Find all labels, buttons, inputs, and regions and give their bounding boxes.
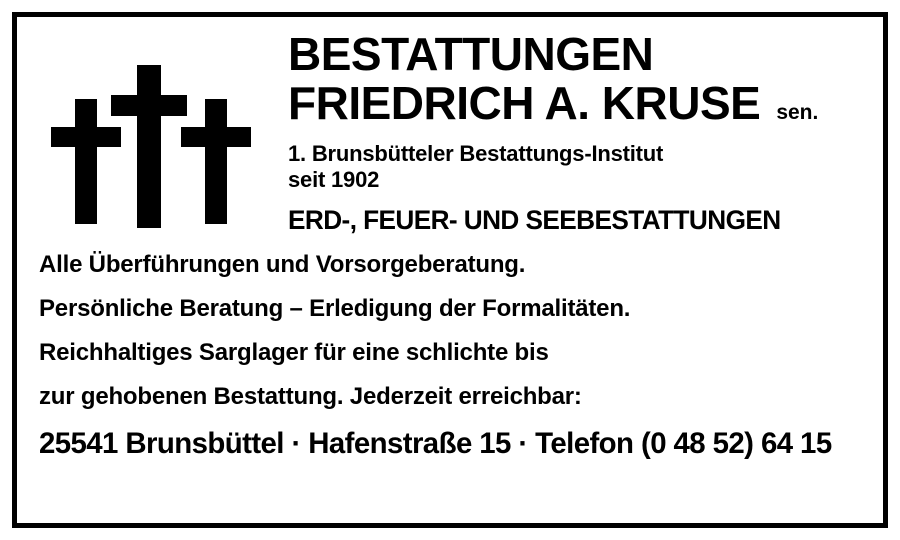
subtitle-line-1: 1. Brunsbütteler Bestattungs-Institut	[288, 140, 664, 166]
cross-horizontal	[181, 127, 251, 147]
subtitle-line-2: seit 1902	[288, 167, 380, 193]
cross-right-icon	[181, 99, 251, 224]
services-headline: ERD-, FEUER- UND SEEBESTATTUNGEN	[288, 205, 781, 236]
ad-border-frame	[12, 12, 888, 528]
company-name-line-1: BESTATTUNGEN	[288, 28, 654, 80]
ad-header	[33, 27, 867, 237]
body-line: Persönliche Beratung – Erledigung der Formalitäten.	[39, 295, 631, 322]
three-crosses-icon	[33, 27, 288, 237]
cross-horizontal	[111, 95, 187, 116]
cross-vertical	[205, 99, 227, 224]
contact-footer: 25541 Brunsbüttel · Hafenstraße 15 · Telefon (0 48 52) 64 15	[39, 427, 832, 460]
cross-vertical	[75, 99, 97, 224]
cross-vertical	[137, 65, 161, 228]
body-text	[39, 253, 867, 409]
body-line: zur gehobenen Bestattung. Jederzeit erreichbar:	[39, 383, 582, 410]
company-name-line-2-row	[288, 76, 867, 129]
body-line: Alle Überführungen und Vorsorgeberatung.	[39, 251, 526, 278]
company-name-suffix: sen.	[776, 100, 819, 124]
company-name-line-2: FRIEDRICH A. KRUSE	[288, 76, 761, 129]
headline-block	[288, 27, 867, 236]
body-line: Reichhaltiges Sarglager für eine schlichte bis	[39, 339, 549, 366]
cross-center-icon	[111, 65, 187, 228]
